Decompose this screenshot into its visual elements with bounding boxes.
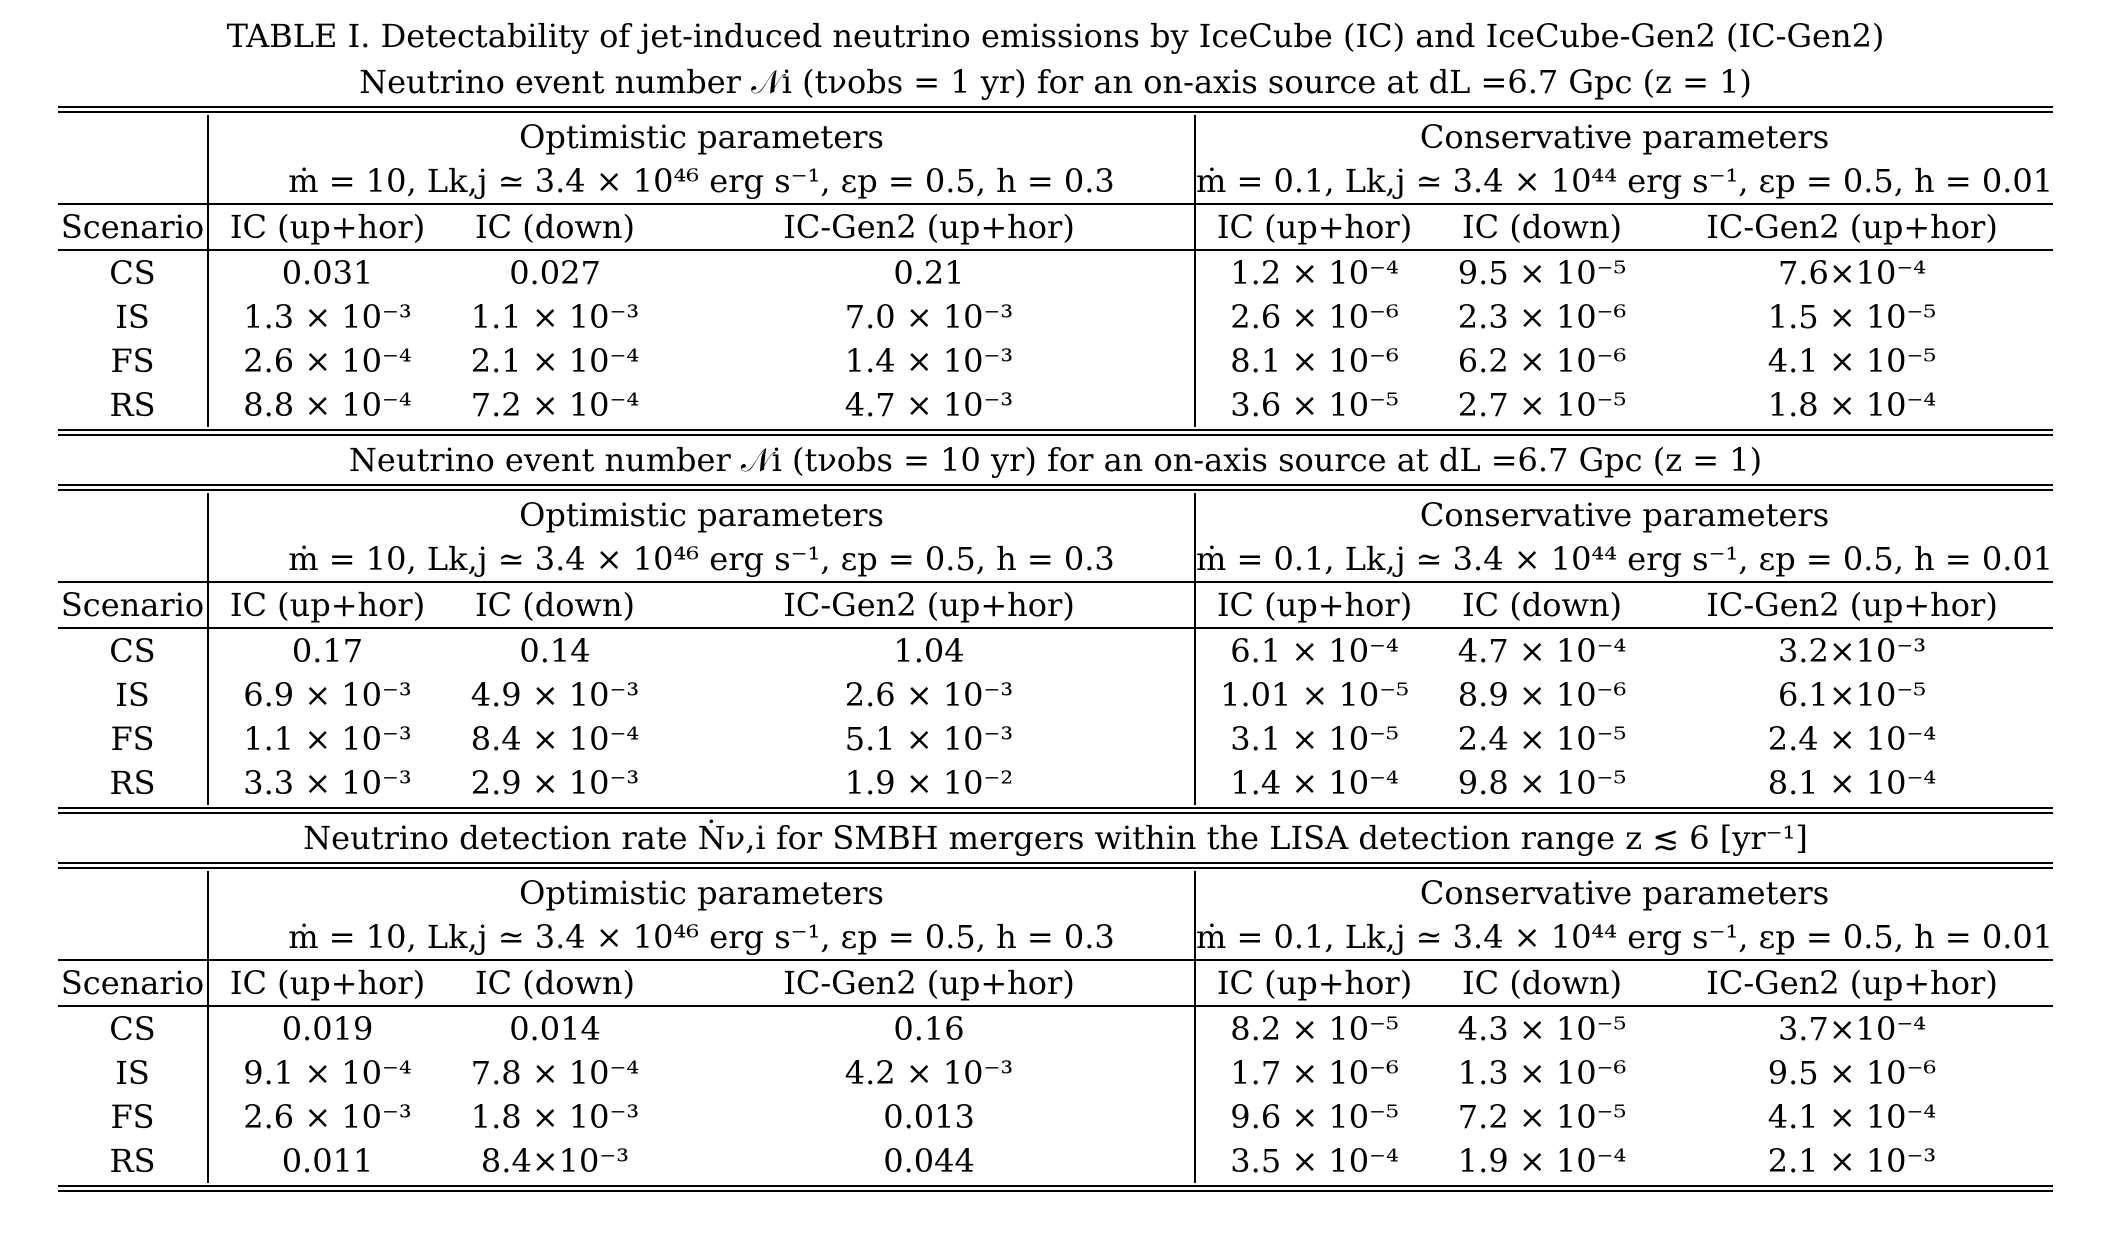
value-cell: 4.2 × 10⁻³	[664, 1051, 1195, 1095]
value-cell: 8.9 × 10⁻⁶	[1457, 676, 1627, 714]
value-cell: 8.8 × 10⁻⁴	[243, 386, 412, 424]
section-title: Neutrino event number 𝒩i (tνobs = 1 yr) for an on-axis source at dL =6.7 Gpc (z = 1)	[359, 63, 1752, 101]
col-ic-uphor: IC (up+hor)	[208, 960, 446, 1006]
table-row	[58, 1051, 2053, 1095]
value-cell: 3.5 × 10⁻⁴	[1230, 1142, 1399, 1180]
section-title: Neutrino detection rate Ṅν,i for SMBH mergers within the LISA detection range z ≲ 6 [yr⁻¹]	[303, 819, 1808, 857]
value-cell: 4.3 × 10⁻⁵	[1457, 1010, 1627, 1048]
value-cell: 9.5 × 10⁻⁵	[1457, 254, 1627, 292]
table-caption: TABLE I. Detectability of jet-induced neutrino emissions by IceCube (IC) and IceCube-Gen2 (IC-Gen2)	[226, 17, 1885, 55]
col-gen2-uphor: IC-Gen2 (up+hor)	[664, 204, 1195, 250]
value-cell: 0.027	[509, 254, 601, 292]
conservative-params: ṁ = 0.1, Lk,j ≃ 3.4 × 10⁴⁴ erg s⁻¹, εp = 0.5, h = 0.01	[1196, 162, 2054, 200]
value-cell: 0.16	[664, 1006, 1195, 1051]
col-ic-down: IC (down)	[1433, 582, 1651, 628]
optimistic-params: ṁ = 10, Lk,j ≃ 3.4 × 10⁴⁶ erg s⁻¹, εp = 0.5, h = 0.3	[208, 159, 1195, 204]
value-cell: 1.9 × 10⁻²	[664, 761, 1195, 805]
data-table	[58, 115, 2053, 427]
col-ic-uphor: IC (up+hor)	[208, 582, 446, 628]
value-cell: 2.6 × 10⁻³	[664, 673, 1195, 717]
conservative-params: ṁ = 0.1, Lk,j ≃ 3.4 × 10⁴⁴ erg s⁻¹, εp = 0.5, h = 0.01	[1196, 918, 2054, 956]
value-cell: 7.8 × 10⁻⁴	[470, 1054, 640, 1092]
value-cell: 3.6 × 10⁻⁵	[1230, 386, 1399, 424]
col-scenario: Scenario	[58, 204, 208, 250]
col-gen2-uphor: IC-Gen2 (up+hor)	[1651, 960, 2053, 1006]
value-cell: 7.2 × 10⁻⁴	[470, 386, 640, 424]
value-cell: 0.17	[291, 632, 364, 670]
col-ic-down: IC (down)	[446, 204, 664, 250]
group-params-row	[58, 159, 2053, 204]
value-cell: 1.3 × 10⁻³	[243, 298, 412, 336]
conservative-params: ṁ = 0.1, Lk,j ≃ 3.4 × 10⁴⁴ erg s⁻¹, εp = 0.5, h = 0.01	[1196, 540, 2054, 578]
value-cell: 7.6×10⁻⁴	[1777, 254, 1927, 292]
data-table	[58, 493, 2053, 805]
col-scenario: Scenario	[58, 582, 208, 628]
col-ic-down: IC (down)	[446, 582, 664, 628]
optimistic-params: ṁ = 10, Lk,j ≃ 3.4 × 10⁴⁶ erg s⁻¹, εp = 0.5, h = 0.3	[208, 915, 1195, 960]
col-ic-uphor: IC (up+hor)	[1195, 960, 1433, 1006]
value-cell: 6.1 × 10⁻⁴	[1230, 632, 1399, 670]
value-cell: 8.1 × 10⁻⁶	[1230, 342, 1399, 380]
value-cell: 8.2 × 10⁻⁵	[1230, 1010, 1399, 1048]
group-params-row	[58, 915, 2053, 960]
table-row	[58, 628, 2053, 673]
value-cell: 8.4×10⁻³	[480, 1142, 630, 1180]
value-cell: 1.9 × 10⁻⁴	[1457, 1142, 1627, 1180]
value-cell: 6.1×10⁻⁵	[1777, 676, 1927, 714]
value-cell: 0.21	[664, 250, 1195, 295]
table-section	[58, 816, 2053, 1192]
value-cell: 2.6 × 10⁻⁴	[243, 342, 412, 380]
col-ic-uphor: IC (up+hor)	[1195, 582, 1433, 628]
value-cell: 1.4 × 10⁻³	[664, 339, 1195, 383]
col-ic-down: IC (down)	[446, 960, 664, 1006]
col-scenario: Scenario	[58, 960, 208, 1006]
scenario-cell: FS	[58, 339, 208, 383]
value-cell: 2.4 × 10⁻⁴	[1767, 720, 1937, 758]
group-title-row	[58, 493, 2053, 537]
table-row	[58, 1006, 2053, 1051]
value-cell: 2.3 × 10⁻⁶	[1457, 298, 1627, 336]
scenario-cell: CS	[58, 628, 208, 673]
col-ic-down: IC (down)	[1433, 204, 1651, 250]
conservative-title: Conservative parameters	[1419, 874, 1830, 912]
table-row	[58, 673, 2053, 717]
table-row	[58, 383, 2053, 427]
optimistic-title: Optimistic parameters	[208, 871, 1195, 915]
double-rule	[58, 1185, 2053, 1192]
value-cell: 6.9 × 10⁻³	[243, 676, 412, 714]
value-cell: 8.1 × 10⁻⁴	[1767, 764, 1937, 802]
value-cell: 0.011	[281, 1142, 374, 1180]
value-cell: 0.14	[519, 632, 591, 670]
value-cell: 4.1 × 10⁻⁵	[1767, 342, 1937, 380]
value-cell: 2.1 × 10⁻⁴	[470, 342, 640, 380]
value-cell: 4.9 × 10⁻³	[470, 676, 640, 714]
value-cell: 1.04	[664, 628, 1195, 673]
scenario-cell: FS	[58, 717, 208, 761]
value-cell: 2.9 × 10⁻³	[470, 764, 640, 802]
value-cell: 3.3 × 10⁻³	[243, 764, 412, 802]
scenario-cell: IS	[58, 1051, 208, 1095]
scenario-cell: RS	[58, 383, 208, 427]
value-cell: 9.6 × 10⁻⁵	[1230, 1098, 1399, 1136]
section-title: Neutrino event number 𝒩i (tνobs = 10 yr) for an on-axis source at dL =6.7 Gpc (z = 1)	[348, 441, 1763, 479]
value-cell: 4.1 × 10⁻⁴	[1767, 1098, 1937, 1136]
col-ic-down: IC (down)	[1433, 960, 1651, 1006]
col-ic-uphor: IC (up+hor)	[208, 204, 446, 250]
table-row	[58, 761, 2053, 805]
double-rule	[58, 106, 2053, 113]
optimistic-title: Optimistic parameters	[208, 493, 1195, 537]
value-cell: 1.5 × 10⁻⁵	[1767, 298, 1937, 336]
group-params-row	[58, 537, 2053, 582]
value-cell: 3.1 × 10⁻⁵	[1230, 720, 1399, 758]
scenario-cell: IS	[58, 673, 208, 717]
table-row	[58, 1139, 2053, 1183]
table-section	[58, 438, 2053, 814]
value-cell: 2.4 × 10⁻⁵	[1457, 720, 1627, 758]
value-cell: 5.1 × 10⁻³	[664, 717, 1195, 761]
data-table	[58, 871, 2053, 1183]
value-cell: 1.2 × 10⁻⁴	[1230, 254, 1399, 292]
value-cell: 2.6 × 10⁻³	[243, 1098, 412, 1136]
table-row	[58, 339, 2053, 383]
value-cell: 1.3 × 10⁻⁶	[1457, 1054, 1627, 1092]
table-row	[58, 717, 2053, 761]
table-section	[58, 60, 2053, 436]
value-cell: 3.2×10⁻³	[1777, 632, 1927, 670]
col-gen2-uphor: IC-Gen2 (up+hor)	[1651, 204, 2053, 250]
value-cell: 1.7 × 10⁻⁶	[1230, 1054, 1399, 1092]
value-cell: 9.8 × 10⁻⁵	[1457, 764, 1627, 802]
scenario-cell: CS	[58, 250, 208, 295]
scenario-cell: RS	[58, 1139, 208, 1183]
table-row	[58, 250, 2053, 295]
value-cell: 1.4 × 10⁻⁴	[1230, 764, 1399, 802]
table-sections	[58, 60, 2053, 1192]
value-cell: 4.7 × 10⁻³	[664, 383, 1195, 427]
value-cell: 8.4 × 10⁻⁴	[470, 720, 640, 758]
value-cell: 0.014	[509, 1010, 601, 1048]
scenario-cell: FS	[58, 1095, 208, 1139]
double-rule	[58, 484, 2053, 491]
value-cell: 1.1 × 10⁻³	[470, 298, 640, 336]
value-cell: 4.7 × 10⁻⁴	[1457, 632, 1627, 670]
conservative-title: Conservative parameters	[1419, 496, 1830, 534]
value-cell: 1.1 × 10⁻³	[243, 720, 412, 758]
scenario-cell: RS	[58, 761, 208, 805]
conservative-title: Conservative parameters	[1419, 118, 1830, 156]
group-title-row	[58, 115, 2053, 159]
double-rule	[58, 862, 2053, 869]
column-header-row	[58, 204, 2053, 250]
value-cell: 1.8 × 10⁻³	[470, 1098, 640, 1136]
value-cell: 9.5 × 10⁻⁶	[1767, 1054, 1937, 1092]
optimistic-title: Optimistic parameters	[208, 115, 1195, 159]
value-cell: 7.0 × 10⁻³	[664, 295, 1195, 339]
scenario-cell: IS	[58, 295, 208, 339]
col-gen2-uphor: IC-Gen2 (up+hor)	[1651, 582, 2053, 628]
value-cell: 9.1 × 10⁻⁴	[243, 1054, 412, 1092]
group-title-row	[58, 871, 2053, 915]
value-cell: 3.7×10⁻⁴	[1777, 1010, 1927, 1048]
col-gen2-uphor: IC-Gen2 (up+hor)	[664, 582, 1195, 628]
value-cell: 0.031	[281, 254, 374, 292]
column-header-row	[58, 582, 2053, 628]
column-header-row	[58, 960, 2053, 1006]
value-cell: 1.8 × 10⁻⁴	[1767, 386, 1937, 424]
value-cell: 6.2 × 10⁻⁶	[1457, 342, 1627, 380]
col-ic-uphor: IC (up+hor)	[1195, 204, 1433, 250]
table-row	[58, 1095, 2053, 1139]
value-cell: 1.01 × 10⁻⁵	[1220, 676, 1409, 714]
table-row	[58, 295, 2053, 339]
value-cell: 2.6 × 10⁻⁶	[1230, 298, 1399, 336]
table-figure	[58, 14, 2053, 1194]
value-cell: 2.7 × 10⁻⁵	[1457, 386, 1627, 424]
value-cell: 7.2 × 10⁻⁵	[1457, 1098, 1627, 1136]
col-gen2-uphor: IC-Gen2 (up+hor)	[664, 960, 1195, 1006]
optimistic-params: ṁ = 10, Lk,j ≃ 3.4 × 10⁴⁶ erg s⁻¹, εp = 0.5, h = 0.3	[208, 537, 1195, 582]
double-rule	[58, 429, 2053, 436]
value-cell: 0.013	[664, 1095, 1195, 1139]
value-cell: 2.1 × 10⁻³	[1767, 1142, 1937, 1180]
value-cell: 0.019	[281, 1010, 374, 1048]
scenario-cell: CS	[58, 1006, 208, 1051]
double-rule	[58, 807, 2053, 814]
value-cell: 0.044	[664, 1139, 1195, 1183]
